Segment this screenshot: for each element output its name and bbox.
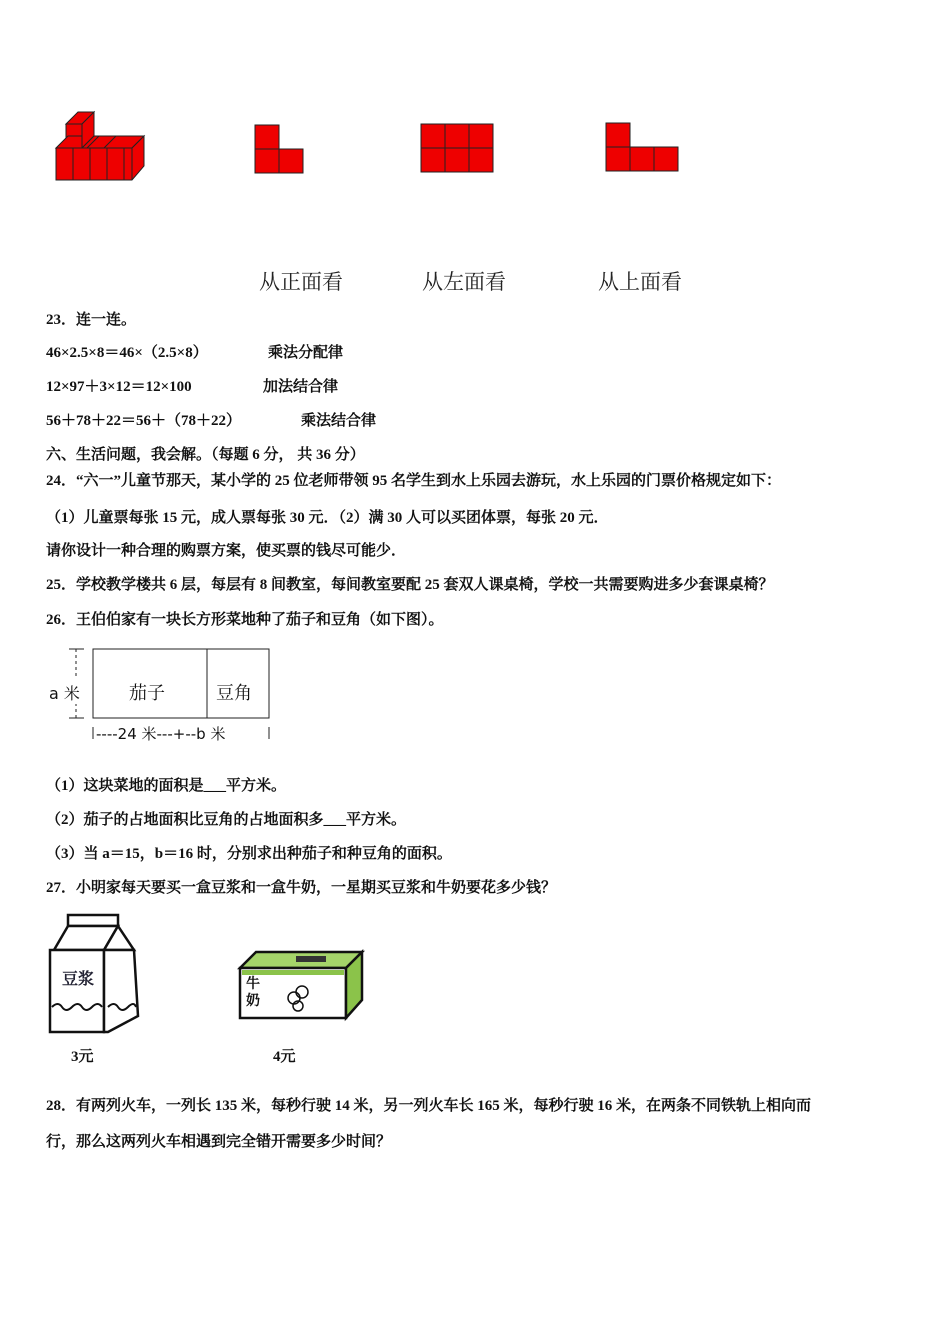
q24-ask: 请你设计一种合理的购票方案，使买票的钱尽可能少． xyxy=(46,543,407,559)
front-view-label: 从正面看 xyxy=(259,270,343,294)
q23-title: 23．连一连。 xyxy=(46,312,137,328)
bottom-dimensions: ----24 米---+--b 米 xyxy=(96,725,226,743)
q23-expr-3: 56＋78＋22＝56＋（78＋22） xyxy=(46,413,242,429)
top-view-figure xyxy=(605,122,681,172)
q23-expr-1: 46×2.5×8＝46×（2.5×8） xyxy=(46,345,208,361)
q23-law-1: 乘法分配律 xyxy=(268,345,344,361)
q25-text: 25．学校教学楼共 6 层，每层有 8 间教室，每间教室要配 25 套双人课桌椅，学校一共需要购进多少套课桌椅？ xyxy=(46,577,774,593)
q23-expr-2: 12×97＋3×12＝12×100 xyxy=(46,379,192,395)
left-view-label: 从左面看 xyxy=(422,270,506,294)
q23-law-2: 加法结合律 xyxy=(263,379,339,395)
length-b-label: b 米 xyxy=(196,725,226,743)
length-24-label: 24 米 xyxy=(117,725,157,743)
top-view-label: 从上面看 xyxy=(598,270,682,294)
q28-line-2: 行，那么这两列火车相遇到完全错开需要多少时间？ xyxy=(46,1134,392,1150)
q24-rules: （1）儿童票每张 15 元，成人票每张 30 元．（2）满 30 人可以买团体票，每张 20 元． xyxy=(46,510,609,526)
soy-milk-label: 豆浆 xyxy=(62,971,95,988)
q28-line-1: 28．有两列火车，一列长 135 米，每秒行驶 14 米，另一列火车长 165 米，每秒行驶 16 米，在两条不同铁轨上相向而 xyxy=(46,1098,812,1114)
milk-label: 牛奶 xyxy=(246,977,260,1009)
eggplant-label: 茄子 xyxy=(129,683,165,704)
cube-solid-figure xyxy=(52,108,152,186)
q26-text: 26．王伯伯家有一块长方形菜地种了茄子和豆角（如下图）。 xyxy=(46,612,444,628)
q23-law-3: 乘法结合律 xyxy=(301,413,377,429)
q26-sub-1: （1）这块菜地的面积是___平方米。 xyxy=(46,778,287,794)
beans-label: 豆角 xyxy=(216,683,252,704)
q26-sub-3: （3）当 a＝15，b＝16 时，分别求出种茄子和种豆角的面积。 xyxy=(46,846,452,862)
milk-price: 4元 xyxy=(273,1049,296,1065)
q24-text: 24．“六一”儿童节那天，某小学的 25 位老师带领 95 名学生到水上乐园去游玩，水上乐园的门票价格规定如下： xyxy=(46,473,782,489)
q26-sub-2: （2）茄子的占地面积比豆角的占地面积多___平方米。 xyxy=(46,812,407,828)
milk-box xyxy=(236,948,366,1023)
front-view-figure xyxy=(254,124,306,174)
side-length-label: a 米 xyxy=(49,681,80,704)
field-diagram xyxy=(44,645,284,745)
q27-text: 27．小明家每天要买一盒豆浆和一盒牛奶，一星期买豆浆和牛奶要花多少钱？ xyxy=(46,880,557,896)
soy-milk-price: 3元 xyxy=(71,1049,94,1065)
left-view-figure xyxy=(420,123,496,173)
section-6-heading: 六、生活问题，我会解。（每题 6 分， 共 36 分） xyxy=(46,447,365,463)
soy-milk-carton xyxy=(46,912,141,1037)
